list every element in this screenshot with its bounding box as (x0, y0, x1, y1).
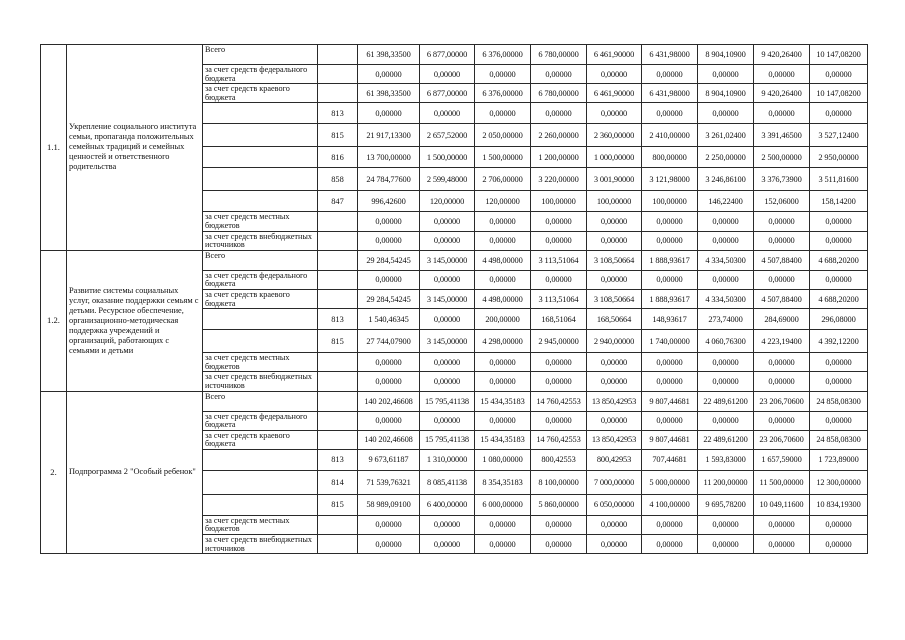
budget-code: 815 (318, 494, 358, 515)
amount-cell: 15 434,35183 (475, 391, 531, 411)
amount-cell: 120,00000 (475, 191, 531, 212)
item-number: 1.1. (41, 45, 67, 251)
amount-cell: 10 049,11600 (754, 494, 810, 515)
amount-cell: 1 657,59000 (754, 449, 810, 470)
budget-code (318, 430, 358, 449)
amount-cell: 0,00000 (810, 231, 868, 250)
amount-cell: 0,00000 (587, 535, 642, 554)
amount-cell: 0,00000 (420, 372, 475, 391)
amount-cell: 100,00000 (587, 191, 642, 212)
table-row (41, 391, 868, 411)
amount-cell: 0,00000 (531, 372, 587, 391)
amount-cell: 10 147,08200 (810, 84, 868, 103)
amount-cell: 0,00000 (420, 270, 475, 289)
amount-cell: 0,00000 (754, 353, 810, 372)
amount-cell: 4 498,00000 (475, 289, 531, 308)
budget-code (318, 515, 358, 534)
budget-code (318, 231, 358, 250)
amount-cell: 0,00000 (810, 65, 868, 84)
amount-cell: 6 877,00000 (420, 45, 475, 65)
amount-cell: 2 360,00000 (587, 124, 642, 147)
funding-source-label (203, 103, 318, 124)
amount-cell: 0,00000 (358, 411, 420, 430)
amount-cell: 0,00000 (420, 535, 475, 554)
amount-cell: 71 539,76321 (358, 470, 420, 494)
amount-cell: 1 200,00000 (531, 147, 587, 168)
amount-cell: 0,00000 (358, 65, 420, 84)
amount-cell: 0,00000 (754, 65, 810, 84)
amount-cell: 5 000,00000 (642, 470, 698, 494)
budget-table-body (41, 45, 868, 554)
budget-code: 815 (318, 124, 358, 147)
item-title: Подпрограмма 2 "Особый ребенок" (67, 391, 203, 554)
amount-cell: 0,00000 (642, 515, 698, 534)
amount-cell: 273,74000 (698, 309, 754, 330)
amount-cell: 1 310,00000 (420, 449, 475, 470)
amount-cell: 0,00000 (810, 535, 868, 554)
amount-cell: 4 507,88400 (754, 250, 810, 270)
amount-cell: 0,00000 (754, 231, 810, 250)
amount-cell: 158,14200 (810, 191, 868, 212)
amount-cell: 0,00000 (420, 212, 475, 231)
amount-cell: 3 121,98000 (642, 168, 698, 191)
amount-cell: 2 950,00000 (810, 147, 868, 168)
budget-code (318, 65, 358, 84)
amount-cell: 6 877,00000 (420, 84, 475, 103)
budget-code (318, 45, 358, 65)
amount-cell: 4 498,00000 (475, 250, 531, 270)
amount-cell: 4 334,50300 (698, 250, 754, 270)
amount-cell: 0,00000 (420, 231, 475, 250)
amount-cell: 6 780,00000 (531, 84, 587, 103)
amount-cell: 3 113,51064 (531, 289, 587, 308)
amount-cell: 0,00000 (358, 535, 420, 554)
amount-cell: 0,00000 (531, 231, 587, 250)
amount-cell: 140 202,46608 (358, 391, 420, 411)
amount-cell: 0,00000 (420, 309, 475, 330)
amount-cell: 0,00000 (810, 515, 868, 534)
budget-table (40, 44, 868, 554)
amount-cell: 22 489,61200 (698, 391, 754, 411)
budget-code (318, 289, 358, 308)
amount-cell: 8 904,10900 (698, 45, 754, 65)
amount-cell: 0,00000 (642, 535, 698, 554)
item-title: Развитие системы социальных услуг, оказание поддержки семьям с детьми. Ресурсное обеспечение, организационно-методическая поддержка учреждений и организаций, работающих с семьями и детьми (67, 250, 203, 391)
funding-source-label: за счет средств внебюджетных источников (203, 231, 318, 250)
amount-cell: 5 860,00000 (531, 494, 587, 515)
amount-cell: 800,00000 (642, 147, 698, 168)
amount-cell: 0,00000 (587, 231, 642, 250)
amount-cell: 4 223,19400 (754, 330, 810, 353)
amount-cell: 4 060,76300 (698, 330, 754, 353)
amount-cell: 11 200,00000 (698, 470, 754, 494)
amount-cell: 0,00000 (698, 231, 754, 250)
amount-cell: 3 001,90000 (587, 168, 642, 191)
amount-cell: 1 888,93617 (642, 250, 698, 270)
amount-cell: 15 795,41138 (420, 391, 475, 411)
funding-source-label (203, 449, 318, 470)
amount-cell: 6 376,00000 (475, 45, 531, 65)
amount-cell: 0,00000 (698, 270, 754, 289)
funding-source-label: за счет средств местных бюджетов (203, 515, 318, 534)
amount-cell: 23 206,70600 (754, 430, 810, 449)
funding-source-label: за счет средств местных бюджетов (203, 353, 318, 372)
budget-code (318, 250, 358, 270)
amount-cell: 0,00000 (587, 515, 642, 534)
amount-cell: 0,00000 (754, 372, 810, 391)
budget-code: 813 (318, 309, 358, 330)
amount-cell: 6 400,00000 (420, 494, 475, 515)
funding-source-label: Всего (203, 391, 318, 411)
item-number: 1.2. (41, 250, 67, 391)
funding-source-label: за счет средств внебюджетных источников (203, 535, 318, 554)
amount-cell: 6 376,00000 (475, 84, 531, 103)
amount-cell: 4 688,20200 (810, 250, 868, 270)
amount-cell: 6 461,90000 (587, 45, 642, 65)
amount-cell: 0,00000 (642, 353, 698, 372)
amount-cell: 152,06000 (754, 191, 810, 212)
amount-cell: 0,00000 (475, 535, 531, 554)
amount-cell: 0,00000 (754, 103, 810, 124)
amount-cell: 58 989,09100 (358, 494, 420, 515)
amount-cell: 0,00000 (698, 515, 754, 534)
budget-code: 814 (318, 470, 358, 494)
amount-cell: 3 113,51064 (531, 250, 587, 270)
amount-cell: 1 888,93617 (642, 289, 698, 308)
amount-cell: 9 673,61187 (358, 449, 420, 470)
amount-cell: 9 420,26400 (754, 45, 810, 65)
amount-cell: 4 334,50300 (698, 289, 754, 308)
amount-cell: 0,00000 (754, 535, 810, 554)
funding-source-label: за счет средств местных бюджетов (203, 212, 318, 231)
amount-cell: 0,00000 (587, 372, 642, 391)
amount-cell: 2 657,52000 (420, 124, 475, 147)
funding-source-label (203, 330, 318, 353)
funding-source-label (203, 147, 318, 168)
budget-code (318, 372, 358, 391)
amount-cell: 0,00000 (587, 103, 642, 124)
amount-cell: 0,00000 (698, 103, 754, 124)
amount-cell: 9 695,78200 (698, 494, 754, 515)
budget-code: 813 (318, 449, 358, 470)
amount-cell: 0,00000 (642, 411, 698, 430)
amount-cell: 8 904,10900 (698, 84, 754, 103)
amount-cell: 9 807,44681 (642, 430, 698, 449)
amount-cell: 6 461,90000 (587, 84, 642, 103)
amount-cell: 4 507,88400 (754, 289, 810, 308)
budget-code (318, 411, 358, 430)
budget-code (318, 353, 358, 372)
amount-cell: 27 744,07900 (358, 330, 420, 353)
amount-cell: 0,00000 (698, 65, 754, 84)
amount-cell: 3 391,46500 (754, 124, 810, 147)
amount-cell: 0,00000 (810, 212, 868, 231)
amount-cell: 0,00000 (358, 353, 420, 372)
funding-source-label: за счет средств федерального бюджета (203, 411, 318, 430)
amount-cell: 0,00000 (642, 212, 698, 231)
amount-cell: 8 085,41138 (420, 470, 475, 494)
amount-cell: 3 527,12400 (810, 124, 868, 147)
amount-cell: 0,00000 (698, 353, 754, 372)
funding-source-label: за счет средств краевого бюджета (203, 84, 318, 103)
amount-cell: 0,00000 (754, 270, 810, 289)
amount-cell: 0,00000 (420, 515, 475, 534)
amount-cell: 6 431,98000 (642, 45, 698, 65)
funding-source-label: за счет средств внебюджетных источников (203, 372, 318, 391)
funding-source-label: Всего (203, 250, 318, 270)
amount-cell: 0,00000 (587, 212, 642, 231)
amount-cell: 0,00000 (698, 535, 754, 554)
amount-cell: 15 795,41138 (420, 430, 475, 449)
amount-cell: 0,00000 (810, 372, 868, 391)
amount-cell: 1 080,00000 (475, 449, 531, 470)
funding-source-label (203, 191, 318, 212)
amount-cell: 61 398,33500 (358, 84, 420, 103)
amount-cell: 800,42953 (587, 449, 642, 470)
amount-cell: 120,00000 (420, 191, 475, 212)
amount-cell: 3 145,00000 (420, 289, 475, 308)
table-row (41, 45, 868, 65)
budget-code (318, 535, 358, 554)
amount-cell: 2 940,00000 (587, 330, 642, 353)
funding-source-label: Всего (203, 45, 318, 65)
amount-cell: 9 807,44681 (642, 391, 698, 411)
amount-cell: 4 688,20200 (810, 289, 868, 308)
budget-code: 816 (318, 147, 358, 168)
amount-cell: 3 145,00000 (420, 330, 475, 353)
funding-source-label (203, 470, 318, 494)
funding-source-label: за счет средств федерального бюджета (203, 65, 318, 84)
amount-cell: 2 410,00000 (642, 124, 698, 147)
budget-code: 815 (318, 330, 358, 353)
budget-code (318, 270, 358, 289)
amount-cell: 996,42600 (358, 191, 420, 212)
funding-source-label (203, 494, 318, 515)
amount-cell: 3 511,81600 (810, 168, 868, 191)
amount-cell: 2 500,00000 (754, 147, 810, 168)
amount-cell: 0,00000 (475, 372, 531, 391)
amount-cell: 0,00000 (531, 515, 587, 534)
amount-cell: 4 298,00000 (475, 330, 531, 353)
amount-cell: 100,00000 (642, 191, 698, 212)
amount-cell: 0,00000 (531, 212, 587, 231)
amount-cell: 0,00000 (698, 372, 754, 391)
amount-cell: 2 260,00000 (531, 124, 587, 147)
amount-cell: 9 420,26400 (754, 84, 810, 103)
amount-cell: 800,42553 (531, 449, 587, 470)
amount-cell: 0,00000 (531, 270, 587, 289)
amount-cell: 168,50664 (587, 309, 642, 330)
amount-cell: 100,00000 (531, 191, 587, 212)
amount-cell: 21 917,13300 (358, 124, 420, 147)
amount-cell: 0,00000 (587, 353, 642, 372)
amount-cell: 148,93617 (642, 309, 698, 330)
amount-cell: 11 500,00000 (754, 470, 810, 494)
amount-cell: 0,00000 (475, 103, 531, 124)
amount-cell: 12 300,00000 (810, 470, 868, 494)
amount-cell: 0,00000 (531, 535, 587, 554)
amount-cell: 1 593,83000 (698, 449, 754, 470)
amount-cell: 4 100,00000 (642, 494, 698, 515)
budget-code (318, 84, 358, 103)
amount-cell: 4 392,12200 (810, 330, 868, 353)
amount-cell: 1 000,00000 (587, 147, 642, 168)
amount-cell: 0,00000 (642, 231, 698, 250)
amount-cell: 24 858,08300 (810, 430, 868, 449)
amount-cell: 0,00000 (475, 515, 531, 534)
amount-cell: 61 398,33500 (358, 45, 420, 65)
amount-cell: 29 284,54245 (358, 289, 420, 308)
amount-cell: 3 246,86100 (698, 168, 754, 191)
amount-cell: 0,00000 (358, 231, 420, 250)
amount-cell: 2 250,00000 (698, 147, 754, 168)
amount-cell: 13 700,00000 (358, 147, 420, 168)
amount-cell: 0,00000 (754, 212, 810, 231)
amount-cell: 6 780,00000 (531, 45, 587, 65)
amount-cell: 13 850,42953 (587, 391, 642, 411)
amount-cell: 3 108,50664 (587, 250, 642, 270)
amount-cell: 1 540,46345 (358, 309, 420, 330)
table-row (41, 250, 868, 270)
amount-cell: 0,00000 (810, 270, 868, 289)
amount-cell: 0,00000 (642, 372, 698, 391)
amount-cell: 707,44681 (642, 449, 698, 470)
amount-cell: 0,00000 (420, 353, 475, 372)
amount-cell: 14 760,42553 (531, 391, 587, 411)
amount-cell: 0,00000 (587, 65, 642, 84)
funding-source-label (203, 124, 318, 147)
amount-cell: 0,00000 (810, 353, 868, 372)
amount-cell: 0,00000 (642, 270, 698, 289)
amount-cell: 200,00000 (475, 309, 531, 330)
item-title: Укрепление социального института семьи, пропаганда положительных семейных традиций и семейных ценностей и ответственного родительства (67, 45, 203, 251)
amount-cell: 0,00000 (642, 65, 698, 84)
amount-cell: 1 723,89000 (810, 449, 868, 470)
amount-cell: 0,00000 (358, 270, 420, 289)
amount-cell: 0,00000 (531, 411, 587, 430)
amount-cell: 0,00000 (358, 103, 420, 124)
amount-cell: 0,00000 (587, 270, 642, 289)
amount-cell: 0,00000 (531, 103, 587, 124)
amount-cell: 29 284,54245 (358, 250, 420, 270)
funding-source-label: за счет средств краевого бюджета (203, 430, 318, 449)
amount-cell: 146,22400 (698, 191, 754, 212)
amount-cell: 3 220,00000 (531, 168, 587, 191)
item-number: 2. (41, 391, 67, 554)
amount-cell: 24 784,77600 (358, 168, 420, 191)
amount-cell: 3 261,02400 (698, 124, 754, 147)
amount-cell: 3 108,50664 (587, 289, 642, 308)
amount-cell: 0,00000 (698, 212, 754, 231)
amount-cell: 8 100,00000 (531, 470, 587, 494)
amount-cell: 0,00000 (475, 65, 531, 84)
funding-source-label: за счет средств краевого бюджета (203, 289, 318, 308)
amount-cell: 0,00000 (754, 411, 810, 430)
budget-code: 813 (318, 103, 358, 124)
amount-cell: 0,00000 (420, 411, 475, 430)
amount-cell: 168,51064 (531, 309, 587, 330)
amount-cell: 14 760,42553 (531, 430, 587, 449)
amount-cell: 2 945,00000 (531, 330, 587, 353)
amount-cell: 8 354,35183 (475, 470, 531, 494)
funding-source-label (203, 168, 318, 191)
amount-cell: 0,00000 (642, 103, 698, 124)
amount-cell: 0,00000 (420, 65, 475, 84)
amount-cell: 13 850,42953 (587, 430, 642, 449)
amount-cell: 0,00000 (475, 270, 531, 289)
budget-code: 847 (318, 191, 358, 212)
amount-cell: 0,00000 (698, 411, 754, 430)
amount-cell: 1 500,00000 (475, 147, 531, 168)
funding-source-label: за счет средств федерального бюджета (203, 270, 318, 289)
amount-cell: 140 202,46608 (358, 430, 420, 449)
amount-cell: 0,00000 (531, 65, 587, 84)
amount-cell: 3 376,73900 (754, 168, 810, 191)
amount-cell: 0,00000 (358, 515, 420, 534)
amount-cell: 284,69000 (754, 309, 810, 330)
amount-cell: 10 834,19300 (810, 494, 868, 515)
amount-cell: 0,00000 (810, 411, 868, 430)
budget-code (318, 391, 358, 411)
amount-cell: 0,00000 (358, 212, 420, 231)
budget-code: 858 (318, 168, 358, 191)
amount-cell: 6 050,00000 (587, 494, 642, 515)
amount-cell: 0,00000 (531, 353, 587, 372)
amount-cell: 15 434,35183 (475, 430, 531, 449)
amount-cell: 3 145,00000 (420, 250, 475, 270)
amount-cell: 6 000,00000 (475, 494, 531, 515)
amount-cell: 0,00000 (475, 212, 531, 231)
amount-cell: 0,00000 (587, 411, 642, 430)
amount-cell: 1 500,00000 (420, 147, 475, 168)
amount-cell: 1 740,00000 (642, 330, 698, 353)
budget-code (318, 212, 358, 231)
amount-cell: 2 706,00000 (475, 168, 531, 191)
amount-cell: 10 147,08200 (810, 45, 868, 65)
amount-cell: 0,00000 (810, 103, 868, 124)
amount-cell: 2 599,48000 (420, 168, 475, 191)
amount-cell: 24 858,08300 (810, 391, 868, 411)
funding-source-label (203, 309, 318, 330)
amount-cell: 0,00000 (420, 103, 475, 124)
amount-cell: 23 206,70600 (754, 391, 810, 411)
amount-cell: 7 000,00000 (587, 470, 642, 494)
amount-cell: 296,08000 (810, 309, 868, 330)
amount-cell: 0,00000 (358, 372, 420, 391)
amount-cell: 0,00000 (475, 353, 531, 372)
amount-cell: 6 431,98000 (642, 84, 698, 103)
amount-cell: 22 489,61200 (698, 430, 754, 449)
amount-cell: 0,00000 (475, 231, 531, 250)
amount-cell: 2 050,00000 (475, 124, 531, 147)
amount-cell: 0,00000 (754, 515, 810, 534)
amount-cell: 0,00000 (475, 411, 531, 430)
